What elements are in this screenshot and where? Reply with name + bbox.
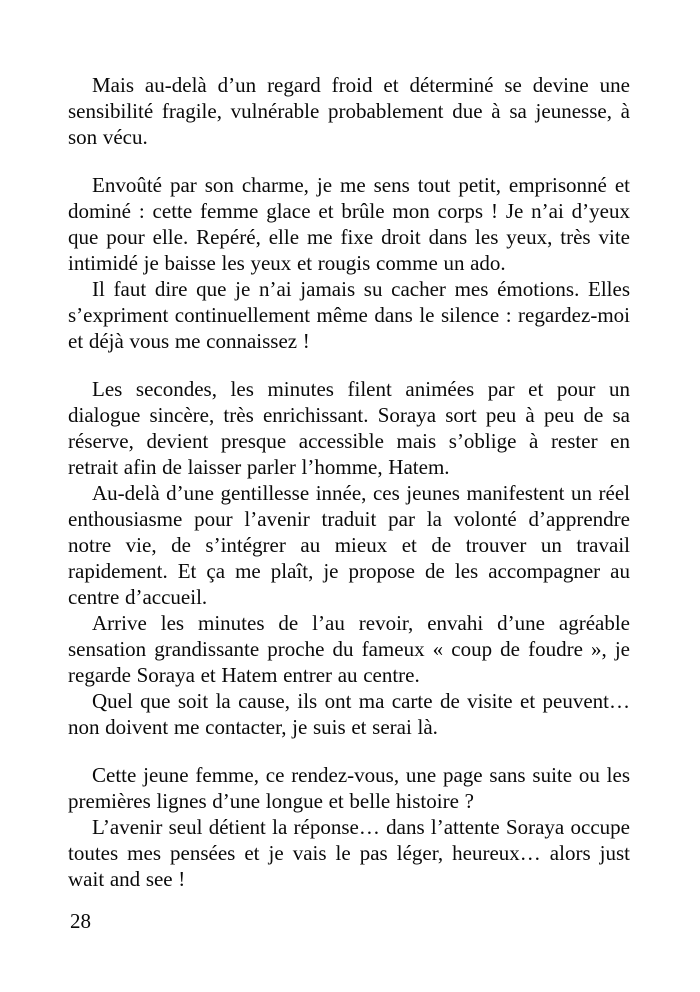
paragraph-1: Mais au-delà d’un regard froid et déterminé se devine une sensibilité fragile, vulnérable probablement due à sa jeunesse, à son vécu. — [68, 73, 630, 149]
page-number: 28 — [70, 909, 91, 933]
paragraph-9: L’avenir seul détient la réponse… dans l’attente Soraya occupe toutes mes pensées et je vais le pas léger, heureux… alors just wait and see ! — [68, 815, 630, 891]
paragraph-3: Il faut dire que je n’ai jamais su cacher mes émotions. Elles s’expriment continuellement même dans le silence : regardez-moi et déjà vous me connaissez ! — [68, 277, 630, 353]
paragraph-7: Quel que soit la cause, ils ont ma carte de visite et peuvent… non doivent me contacter, je suis et serai là. — [68, 689, 630, 739]
paragraph-2: Envoûté par son charme, je me sens tout petit, emprisonné et dominé : cette femme glace et brûle mon corps ! Je n’ai d’yeux que pour elle. Repéré, elle me fixe droit dans les yeux, très vite intimidé je baisse les yeux et rougis comme un ado. — [68, 173, 630, 275]
paragraph-4: Les secondes, les minutes filent animées par et pour un dialogue sincère, très enrichissant. Soraya sort peu à peu de sa réserve, devient presque accessible mais s’oblige à rester en retrait afin de laisser parler l’homme, Hatem. — [68, 377, 630, 479]
page-text — [68, 72, 630, 892]
paragraph-8: Cette jeune femme, ce rendez-vous, une page sans suite ou les premières lignes d’une longue et belle histoire ? — [68, 763, 630, 813]
paragraph-6: Arrive les minutes de l’au revoir, envahi d’une agréable sensation grandissante proche du fameux « coup de foudre », je regarde Soraya et Hatem entrer au centre. — [68, 611, 630, 687]
paragraph-5: Au-delà d’une gentillesse innée, ces jeunes manifestent un réel enthousiasme pour l’avenir traduit par la volonté d’apprendre notre vie, de s’intégrer au mieux et de trouver un travail rapidement. Et ça me plaît, je propose de les accompagner au centre d’accueil. — [68, 481, 630, 609]
